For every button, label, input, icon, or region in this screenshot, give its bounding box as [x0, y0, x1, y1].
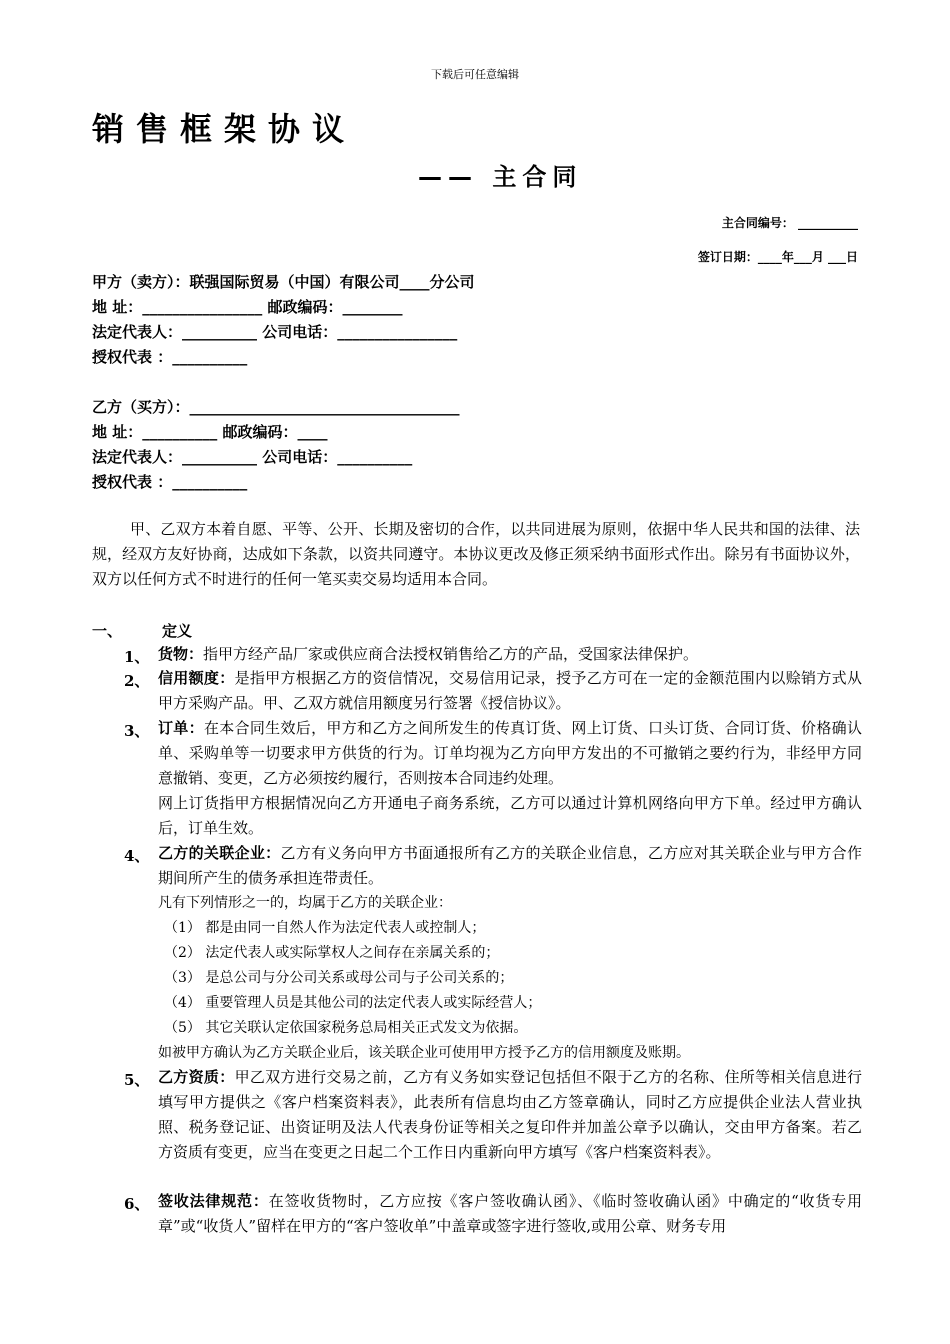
item-number: 6、 — [124, 1195, 150, 1213]
sign-date: 签订日期：____年___月 ___日 — [697, 250, 858, 264]
document-title: 销售框架协议 — [92, 110, 357, 148]
document-subtitle: —— 主合同 — [418, 163, 583, 191]
party-b-agent: 授权代表 ：__________ — [92, 473, 248, 491]
header-note: 下载后可任意编辑 — [431, 68, 519, 81]
list-item — [158, 716, 862, 791]
party-a-agent: 授权代表 ：__________ — [92, 348, 248, 366]
item-text: 指甲方经产品厂家或供应商合法授权销售给乙方的产品，受国家法律保护。 — [203, 645, 699, 663]
affiliate-intro: 凡有下列情形之一的，均属于乙方的关联企业： — [158, 895, 452, 911]
party-b-representative: 法定代表人：__________ 公司电话：__________ — [92, 448, 413, 466]
affiliate-condition: （3） 是总公司与分公司关系或母公司与子公司关系的； — [164, 970, 514, 986]
item-term: 乙方资质： — [158, 1068, 235, 1086]
affiliate-note: 如被甲方确认为乙方关联企业后，该关联企业可使用甲方授予乙方的信用额度及账期。 — [158, 1045, 690, 1061]
item-text: 甲乙双方进行交易之前，乙方有义务如实登记包括但不限于乙方的名称、住所等相关信息进行填写甲方提供之《客户档案资料表》，此表所有信息均由乙方签章确认，同时乙方应提供企业法人营业执照、税务登记证、出资证明及法人代表身份证等相关之复印件并加盖公章予以确认，交由甲方备案。若乙方资质有变更，应当在变更之日起二个工作日内重新向甲方填写《客户档案资料表》。 — [158, 1068, 862, 1161]
item-text: 网上订货指甲方根据情况向乙方开通电子商务系统，乙方可以通过计算机网络向甲方下单。经过甲方确认后，订单生效。 — [158, 794, 862, 837]
list-item — [158, 642, 862, 667]
list-item — [158, 1189, 862, 1239]
list-item — [158, 666, 862, 716]
party-b-name: 乙方（买方）：____________________________________ — [92, 398, 460, 416]
party-a-representative: 法定代表人：__________ 公司电话：________________ — [92, 323, 458, 341]
item-term: 签收法律规范： — [158, 1192, 269, 1210]
list-item — [158, 1065, 862, 1165]
preamble-paragraph: 甲、乙双方本着自愿、平等、公开、长期及密切的合作，以共同进展为原则，依据中华人民共和国的法律、法规，经双方友好协商，达成如下条款，以资共同遵守。本协议更改及修正须采纳书面形式作出。除另有书面协议外，双方以任何方式不时进行的任何一笔买卖交易均适用本合同。 — [92, 520, 860, 588]
item-term: 订单： — [158, 719, 204, 737]
affiliate-condition: （2） 法定代表人或实际掌权人之间存在亲属关系的； — [164, 945, 500, 961]
party-a-name: 甲方（卖方）：联强国际贸易（中国）有限公司____分公司 — [92, 273, 475, 291]
affiliate-condition: （4） 重要管理人员是其他公司的法定代表人或实际经营人； — [164, 995, 542, 1011]
party-a-address: 地 址：________________ 邮政编码：________ — [92, 298, 403, 316]
affiliate-condition: （1） 都是由同一自然人作为法定代表人或控制人； — [164, 920, 486, 936]
item-number: 4、 — [124, 847, 150, 865]
item-text: 在本合同生效后，甲方和乙方之间所发生的传真订货、网上订货、口头订货、合同订货、价格确认单、采购单等一切要求甲方供货的行为。订单均视为乙方向甲方发出的不可撤销之要约行为，非经甲方同意撤销、变更，乙方必须按约履行，否则按本合同违约处理。 — [158, 719, 862, 787]
list-item — [158, 791, 862, 841]
list-item — [158, 841, 862, 891]
item-number: 2、 — [124, 672, 150, 690]
contract-number: 主合同编号： __________ — [721, 216, 858, 230]
item-term: 信用额度： — [158, 669, 235, 687]
section-number: 一、 — [92, 622, 123, 640]
item-term: 乙方的关联企业： — [158, 844, 281, 862]
item-number: 5、 — [124, 1071, 150, 1089]
section-heading — [92, 620, 192, 641]
item-text: 乙方有义务向甲方书面通报所有乙方的关联企业信息，乙方应对其关联企业与甲方合作期间所产生的债务承担连带责任。 — [158, 844, 862, 887]
item-text: 在签收货物时，乙方应按《客户签收确认函》、《临时签收确认函》中确定的“收货专用章”或“收货人”留样在甲方的“客户签收单”中盖章或签字进行签收,或用公章、财务专用 — [158, 1192, 862, 1235]
affiliate-condition: （5） 其它关联认定依国家税务总局相关正式发文为依据。 — [164, 1020, 528, 1036]
item-number: 3、 — [124, 722, 150, 740]
section-title: 定义 — [162, 622, 193, 640]
item-number: 1、 — [124, 648, 150, 666]
item-term: 货物： — [158, 645, 204, 663]
party-b-address: 地 址：__________ 邮政编码：____ — [92, 423, 328, 441]
item-text: 是指甲方根据乙方的资信情况，交易信用记录，授予乙方可在一定的金额范围内以赊销方式从甲方采购产品。甲、乙双方就信用额度另行签署《授信协议》。 — [158, 669, 862, 712]
